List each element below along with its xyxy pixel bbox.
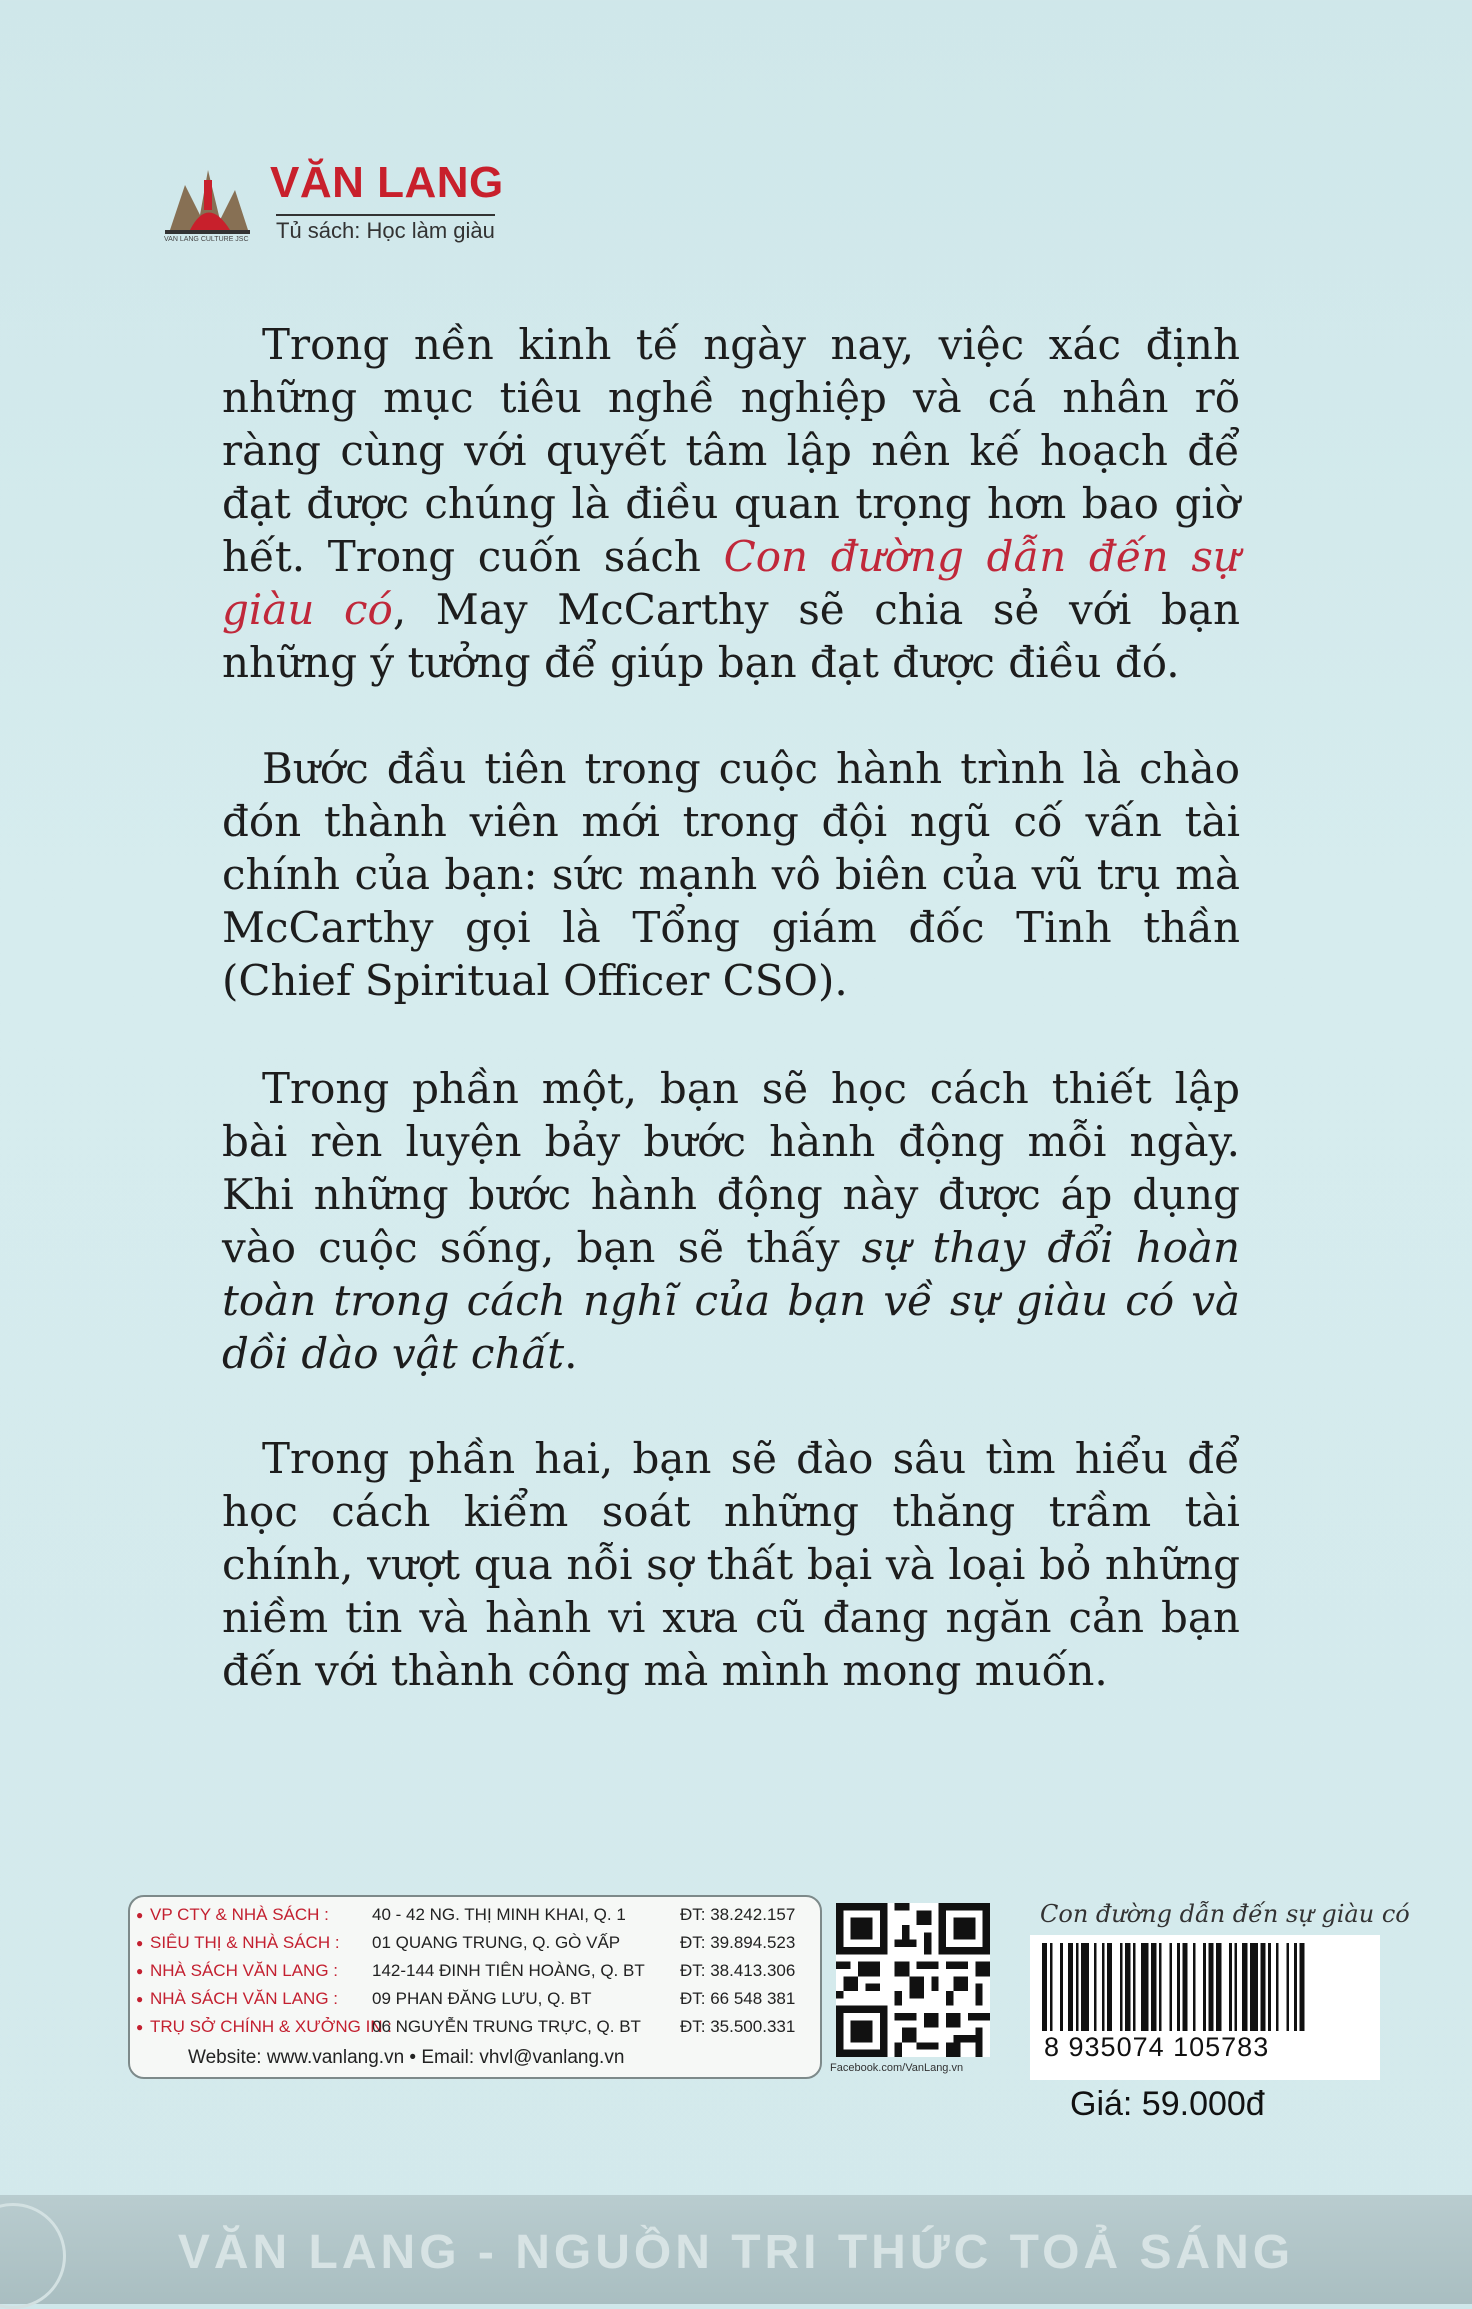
slogan-text: VĂN LANG - NGUỒN TRI THỨC TOẢ SÁNG (177, 2226, 1295, 2279)
publisher-logo (160, 150, 520, 250)
publisher-name: VĂN LANG (270, 158, 504, 207)
paragraph-2 (222, 742, 1240, 1007)
address-name: NHÀ SÁCH VĂN LANG : (150, 1961, 338, 1980)
address-box (128, 1895, 822, 2079)
isbn-number: 8 935074 105783 (1044, 2032, 1270, 2062)
paragraph-4-text: Trong phần hai, bạn sẽ đào sâu tìm hiểu để học cách kiểm soát những thăng trầm tài chính, vượt qua nỗi sợ thất bại và loại bỏ những niềm tin và hành vi xưa cũ đang ngăn cản bạn đến với thành công mà mình mong muốn. (222, 1434, 1240, 1695)
bullet-icon: ● (136, 1964, 144, 1978)
paragraph-3-after: . (564, 1329, 578, 1378)
address-name: TRỤ SỞ CHÍNH & XƯỞNG IN : (150, 2017, 393, 2036)
bullet-icon: ● (136, 2020, 144, 2034)
qr-caption: Facebook.com/VanLang.vn (830, 2062, 964, 2074)
bullet-icon: ● (136, 1936, 144, 1950)
book-title-emphasis: Con đường dẫn đến sự giàu có (222, 532, 1240, 634)
bullet-icon: ● (136, 1908, 144, 1922)
back-cover-book-title: Con đường dẫn đến sự giàu có (1040, 1900, 1410, 1928)
price-label: Giá: 59.000đ (1070, 2085, 1265, 2123)
address-location: 01 QUANG TRUNG, Q. GÒ VẤP (372, 1933, 621, 1952)
paragraph-1-before: Trong nền kinh tế ngày nay, việc xác định những mục tiêu nghề nghiệp và cá nhân rõ ràng cùng với quyết tâm lập nên kế hoạch để đạt được chúng là điều quan trọng hơn bao giờ hết. Trong cuốn sách (222, 320, 1240, 581)
address-location: 09 PHAN ĐĂNG LƯU, Q. BT (372, 1989, 592, 2008)
slogan-band (0, 2195, 1472, 2304)
publisher-tiny-label: VAN LANG CULTURE JSC (164, 236, 249, 243)
address-location: 40 - 42 NG. THỊ MINH KHAI, Q. 1 (372, 1905, 626, 1924)
address-name: NHÀ SÁCH VĂN LANG : (150, 1989, 338, 2008)
paragraph-2-text: Bước đầu tiên trong cuộc hành trình là chào đón thành viên mới trong đội ngũ cố vấn tài chính của bạn: sức mạnh vô biên của vũ trụ mà McCarthy gọi là Tổng giám đốc Tinh thần (Chief Spiritual Officer CSO). (222, 744, 1240, 1005)
address-phone: ĐT: 38.242.157 (680, 1905, 796, 1924)
paragraph-3 (222, 1062, 1240, 1380)
publisher-emblem-icon (160, 160, 255, 240)
qr-code-icon (836, 1903, 990, 2057)
paragraph-4 (222, 1432, 1240, 1697)
address-location: 06 NGUYỄN TRUNG TRỰC, Q. BT (372, 2017, 641, 2036)
address-name: SIÊU THỊ & NHÀ SÁCH : (150, 1933, 340, 1952)
address-phone: ĐT: 39.894.523 (680, 1933, 796, 1952)
contact-line: Website: www.vanlang.vn • Email: vhvl@vanlang.vn (188, 2047, 625, 2068)
paragraph-3-emphasis: sự thay đổi hoàn toàn trong cách nghĩ của bạn về sự giàu có và dồi dào vật chất (222, 1223, 1240, 1378)
address-location: 142-144 ĐINH TIÊN HOÀNG, Q. BT (372, 1961, 645, 1980)
bullet-icon: ● (136, 1992, 144, 2006)
publisher-series: Tủ sách: Học làm giàu (276, 214, 495, 244)
address-phone: ĐT: 35.500.331 (680, 2017, 796, 2036)
paragraph-1-after: , May McCarthy sẽ chia sẻ với bạn những ý tưởng để giúp bạn đạt được điều đó. (222, 585, 1240, 687)
paragraph-3-before: Trong phần một, bạn sẽ học cách thiết lập bài rèn luyện bảy bước hành động mỗi ngày. Khi những bước hành động này được áp dụng vào cuộc sống, bạn sẽ thấy (222, 1064, 1240, 1272)
address-phone: ĐT: 38.413.306 (680, 1961, 796, 1980)
address-phone: ĐT: 66 548 381 (680, 1989, 796, 2008)
paragraph-1 (222, 318, 1240, 689)
address-name: VP CTY & NHÀ SÁCH : (150, 1905, 329, 1924)
